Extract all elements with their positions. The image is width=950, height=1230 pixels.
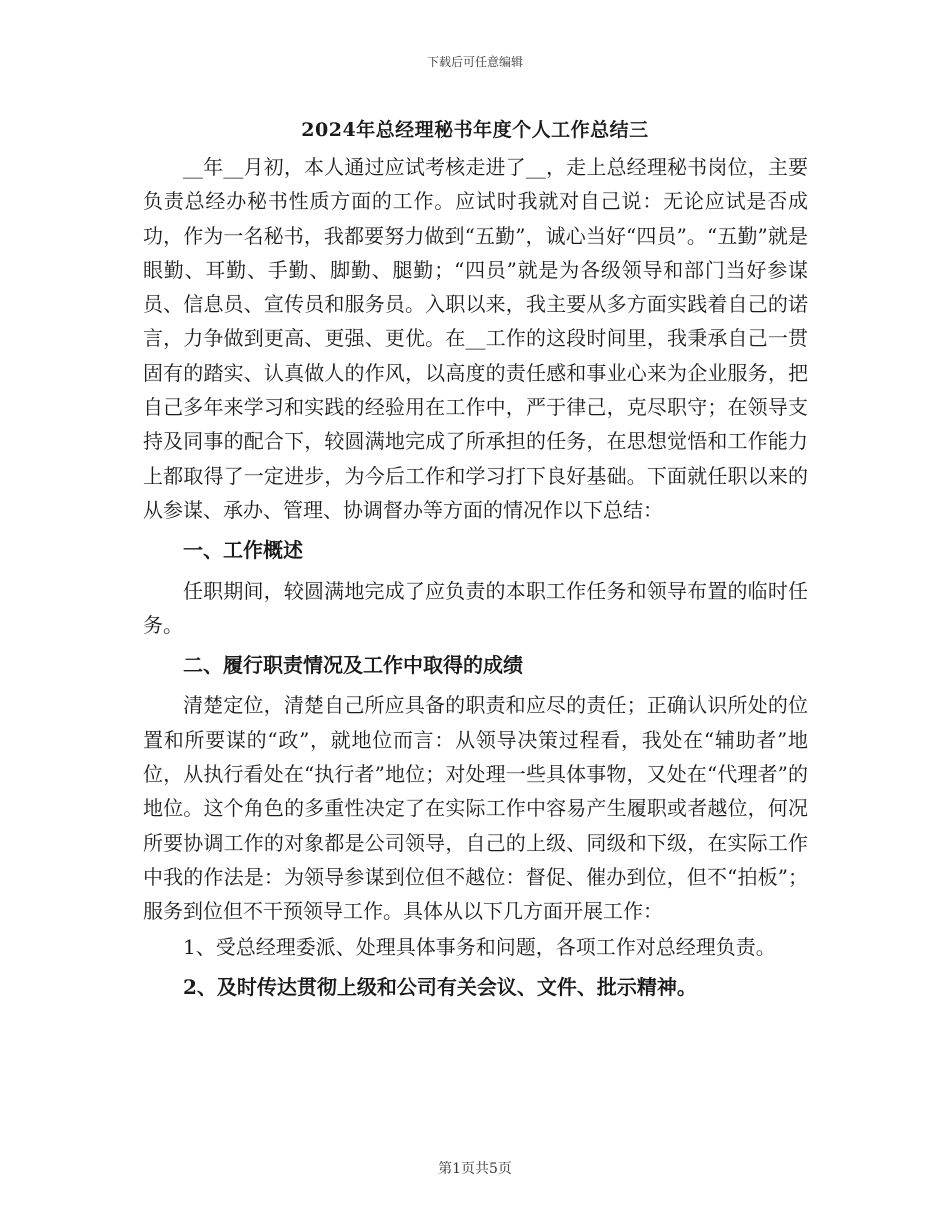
intro-paragraph: __年__月初，本人通过应试考核走进了__，走上总经理秘书岗位，主要负责总经办秘书性质方面的工作。应试时我就对自己说：无论应试是否成功，作为一名秘书，我都要努力做到“五勤”，诚心当好“四员”。“五勤”就是眼勤、耳勤、手勤、脚勤、腿勤；“四员”就是为各级领导和部门当好参谋员、信息员、宣传员和服务员。入职以来，我主要从多方面实践着自己的诺言，力争做到更高、更强、更优。在__工作的这段时间里，我秉承自己一贯固有的踏实、认真做人的作风，以高度的责任感和事业心来为企业服务，把自己多年来学习和实践的经验用在工作中，严于律己，克尽职守；在领导支持及同事的配合下，较圆满地完成了所承担的任务，在思想觉悟和工作能力上都取得了一定进步，为今后工作和学习打下良好基础。下面就任职以来的从参谋、承办、管理、协调督办等方面的情况作以下总结： xyxy=(143,155,808,522)
section-heading-duties: 二、履行职责情况及工作中取得的成绩 xyxy=(183,653,523,678)
list-item: 2、及时传达贯彻上级和公司有关会议、文件、批示精神。 xyxy=(183,974,697,999)
section-overview-paragraph: 任职期间，较圆满地完成了应负责的本职工作任务和领导布置的临时任务。 xyxy=(143,578,808,637)
list-item: 1、受总经理委派、处理具体事务和问题，各项工作对总经理负责。 xyxy=(183,934,776,959)
page-number-footer: 第1页共5页 xyxy=(438,1161,512,1177)
section-duties-paragraph: 清楚定位，清楚自己所应具备的职责和应尽的责任；正确认识所处的位置和所要谋的“政”，就地位而言：从领导决策过程看，我处在“辅助者”地位，从执行看处在“执行者”地位；对处理一些具体事物，又处在“代理者”的地位。这个角色的多重性决定了在实际工作中容易产生履职或者越位，何况所要协调工作的对象都是公司领导，自己的上级、同级和下级，在实际工作中我的作法是：为领导参谋到位但不越位：督促、催办到位，但不“拍板”；服务到位但不干预领导工作。具体从以下几方面开展工作： xyxy=(143,693,808,924)
document-title: 2024年总经理秘书年度个人工作总结三 xyxy=(301,119,649,141)
section-heading-overview: 一、工作概述 xyxy=(183,538,303,563)
header-note: 下载后可任意编辑 xyxy=(426,55,523,69)
document-body xyxy=(143,150,808,1004)
